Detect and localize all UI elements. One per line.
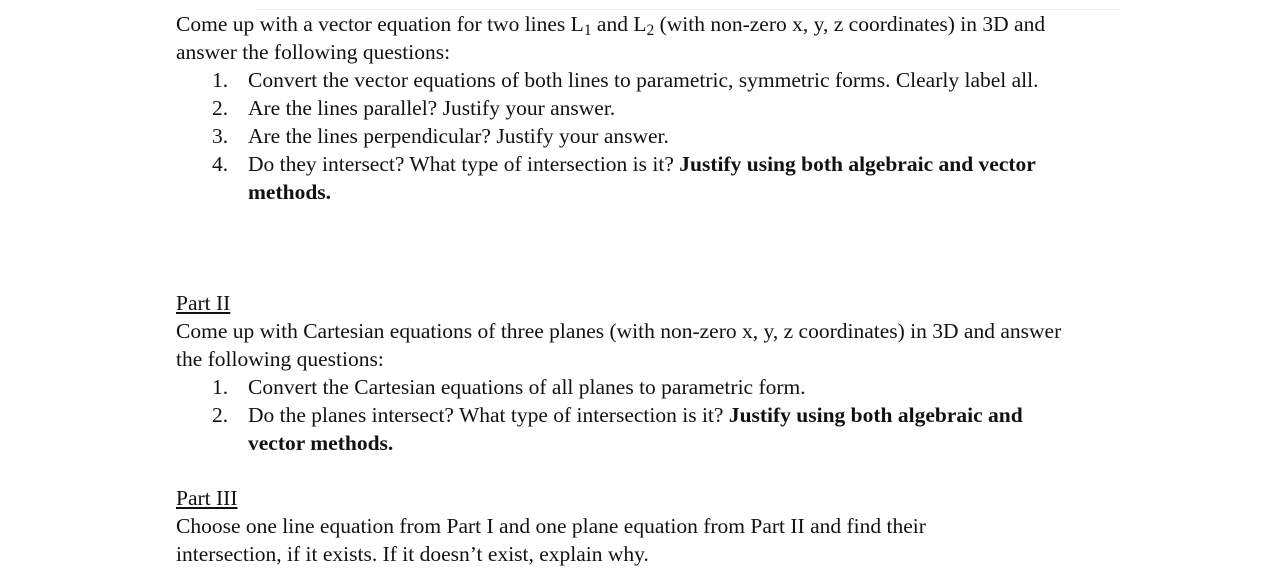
subscript-1: 1 (583, 21, 592, 39)
item-text: Are the lines perpendicular? Justify your answer. (248, 124, 669, 148)
part2-intro: Come up with Cartesian equations of three planes (with non-zero x, y, z coordinates) in 3D and answer the following questions: (176, 319, 1062, 371)
part3-intro: Choose one line equation from Part I and one plane equation from Part II and find their intersection, if it exists. If it doesn’t exist, explain why. (176, 514, 926, 566)
list-item (176, 66, 1056, 94)
item-text: Do they intersect? What type of intersection is it? (248, 152, 680, 176)
list-item (176, 94, 1056, 122)
item-number: 2. (212, 96, 229, 120)
list-item (176, 401, 1076, 457)
part1-intro-text-a: Come up with a vector equation for two lines L (176, 12, 584, 36)
part2-section (176, 289, 1076, 457)
part1-section (176, 10, 1106, 206)
item-number: 1. (212, 68, 229, 92)
list-item (176, 122, 1056, 150)
part3-heading: Part III (176, 486, 238, 510)
item-number: 2. (212, 403, 229, 427)
item-number: 1. (212, 375, 229, 399)
item-emphasis: Justify using both algebraic and vector methods. (248, 403, 1023, 455)
part1-intro-text-c: (with non-zero x, y, z coordinates) in 3D and answer the following questions: (176, 12, 1046, 64)
item-emphasis: Justify using both algebraic and vector methods. (248, 152, 1036, 204)
part1-intro-text-b: and L (591, 12, 647, 36)
subscript-2: 2 (646, 21, 655, 39)
part2-heading: Part II (176, 291, 231, 315)
list-item (176, 150, 1056, 206)
list-item (176, 373, 1076, 401)
part1-intro (176, 10, 1106, 66)
part1-question-list (176, 66, 1056, 206)
item-text: Convert the vector equations of both lines to parametric, symmetric forms. Clearly label all. (248, 68, 1039, 92)
part2-question-list (176, 373, 1076, 457)
item-text: Do the planes intersect? What type of intersection is it? (248, 403, 729, 427)
item-text: Are the lines parallel? Justify your answer. (248, 96, 616, 120)
part3-section (176, 484, 1036, 568)
item-number: 3. (212, 124, 229, 148)
item-text: Convert the Cartesian equations of all planes to parametric form. (248, 375, 806, 399)
item-number: 4. (212, 152, 229, 176)
